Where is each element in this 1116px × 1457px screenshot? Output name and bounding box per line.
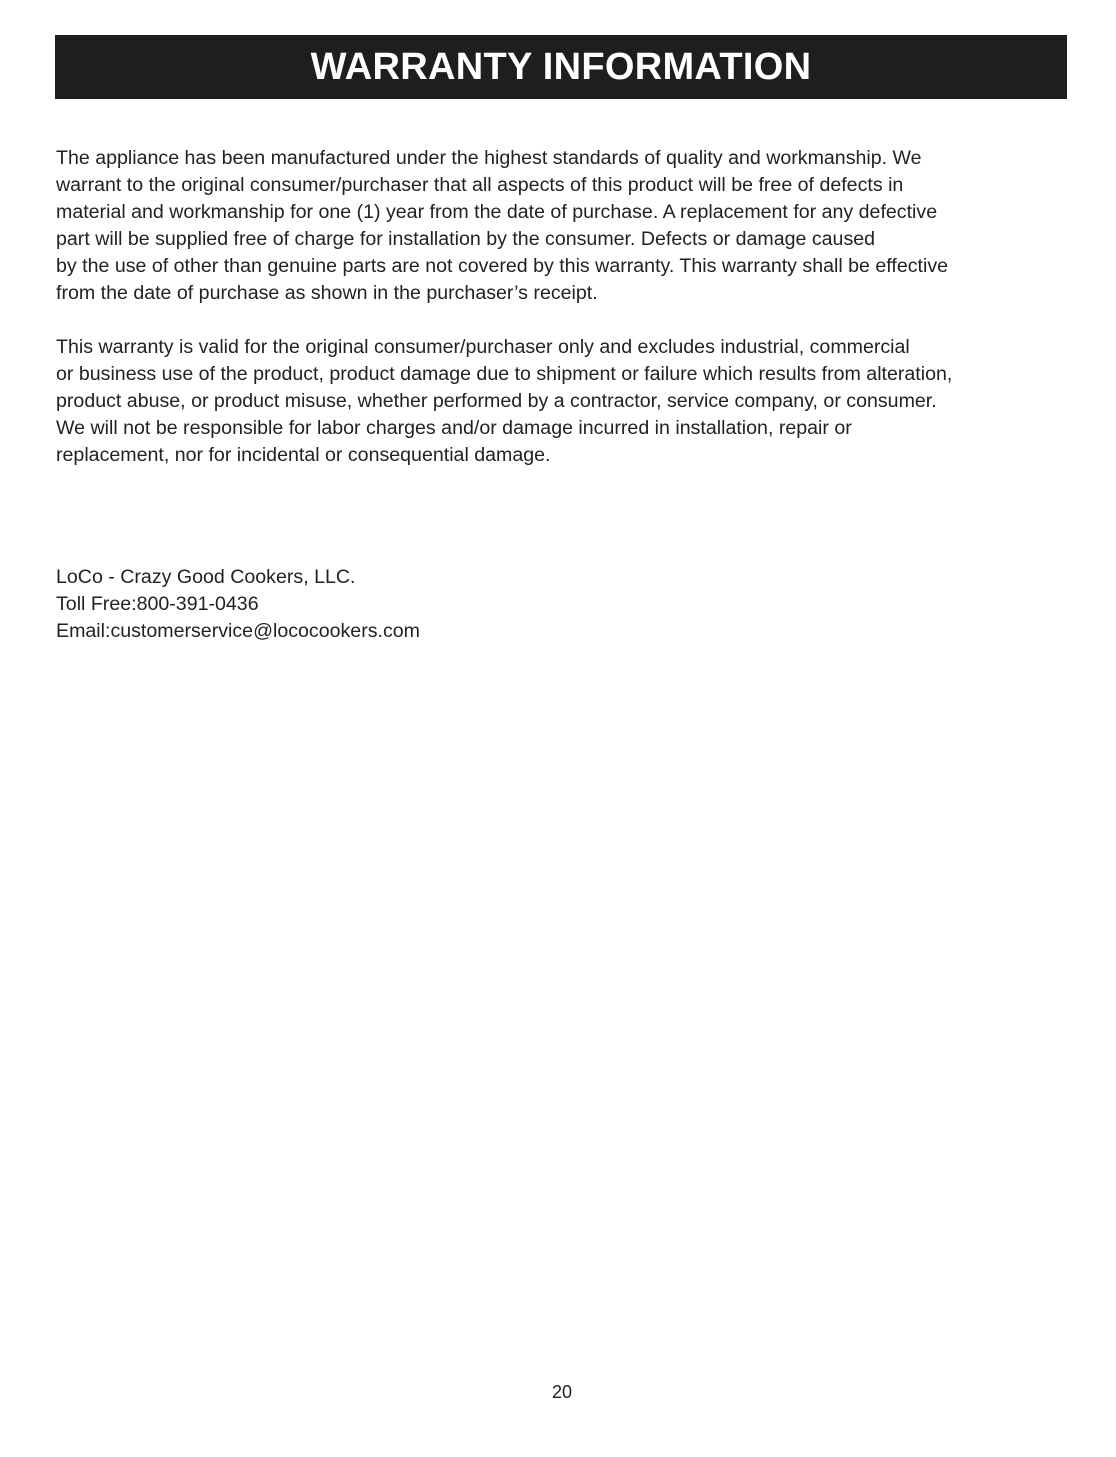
page-title: WARRANTY INFORMATION xyxy=(310,45,812,88)
text-line: product abuse, or product misuse, whether performed by a contractor, service company, or consumer. xyxy=(56,390,937,412)
warranty-paragraph-2 xyxy=(56,334,952,469)
text-line: This warranty is valid for the original consumer/purchaser only and excludes industrial, commercial xyxy=(56,336,910,358)
text-line: The appliance has been manufactured under the highest standards of quality and workmanship. We xyxy=(56,147,922,169)
text-line: part will be supplied free of charge for installation by the consumer. Defects or damage caused xyxy=(56,228,876,250)
contact-info xyxy=(56,564,420,645)
text-line: by the use of other than genuine parts are not covered by this warranty. This warranty shall be effective xyxy=(56,255,949,277)
text-line: from the date of purchase as shown in the purchaser’s receipt. xyxy=(56,282,598,304)
phone-number: Toll Free:800-391-0436 xyxy=(56,593,259,615)
email-address: Email:customerservice@lococookers.com xyxy=(56,620,420,642)
text-line: material and workmanship for one (1) year from the date of purchase. A replacement for any defective xyxy=(56,201,938,223)
section-header xyxy=(55,35,1067,99)
company-name: LoCo - Crazy Good Cookers, LLC. xyxy=(56,566,356,588)
text-line: or business use of the product, product damage due to shipment or failure which results from alteration, xyxy=(56,363,953,385)
text-line: We will not be responsible for labor charges and/or damage incurred in installation, repair or xyxy=(56,417,852,439)
text-line: replacement, nor for incidental or consequential damage. xyxy=(56,444,551,466)
page-number: 20 xyxy=(551,1382,573,1402)
warranty-paragraph-1 xyxy=(56,145,948,307)
text-line: warrant to the original consumer/purchaser that all aspects of this product will be free of defects in xyxy=(56,174,904,196)
